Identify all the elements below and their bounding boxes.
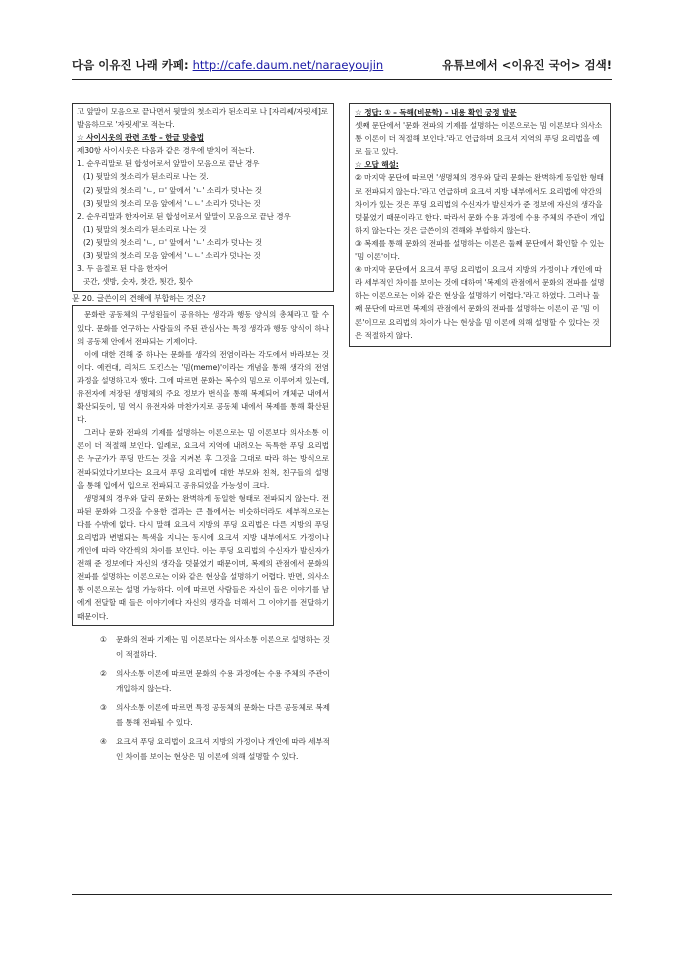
option-text: 의사소통 이론에 따르면 특정 공동체의 문화는 다른 공동체로 복제를 통해 전파될 수 있다. (116, 702, 330, 727)
rule-article: 제30항 사이시옷은 다음과 같은 경우에 받치어 적는다. (77, 146, 255, 156)
spelling-rule-box (72, 103, 334, 292)
option-1[interactable] (100, 632, 334, 662)
cafe-label: 다음 이유진 나래 카페: (72, 58, 193, 72)
left-column (72, 103, 334, 768)
question-title: 문 20. 글쓴이의 견해에 부합하는 것은? (72, 294, 206, 304)
option-number: ③ (100, 702, 107, 712)
answer-body: 셋째 문단에서 '문화 전파의 기제를 설명하는 이론으로는 밈 이론보다 의사소통 이론이 더 적절해 보인다.'라고 언급하며 요크셔 지역의 푸딩 요리법을 예로 들고 있다. (355, 121, 603, 157)
passage-paragraph: 그러나 문화 전파의 기제를 설명하는 이론으로는 밈 이론보다 의사소통 이론이 더 적절해 보인다. 일례로, 요크셔 지역에 내려오는 독특한 푸딩 요리법은 누군가가 푸딩 만드는 것을 지켜본 후 그것을 그대로 따라 하는 방식으로 전파되었다기보다는 요크셔 푸딩 요리법에 대한 부모와 친척, 친구들의 설명을 통해 입에서 입으로 전파되고 공유되었을 가능성이 크다. (77, 428, 329, 490)
option-text: 요크셔 푸딩 요리법이 요크셔 지방의 가정이나 개인에 따라 세부적인 차이를 보이는 현상은 밈 이론에 의해 설명할 수 있다. (116, 736, 330, 761)
option-4[interactable] (100, 734, 334, 764)
rule-line: 2. 순우리말과 한자어로 된 합성어로서 앞말이 모음으로 끝난 경우 (77, 211, 291, 221)
rule-intro: 고 앞말이 모음으로 끝나면서 뒷말의 첫소리가 된소리로 나 [자리쎄/자릿세]로 발음하므로 '자릿세'로 적는다. (77, 107, 328, 130)
passage-paragraph: 이에 대한 견해 중 하나는 문화를 생각의 전염이라는 각도에서 바라보는 것이다. 예컨대, 리처드 도킨스는 '밈(meme)'이라는 개념을 통해 생각의 전염 과정을 설명하고자 했다. 그에 따르면 문화는 복수의 밈으로 이루어져 있는데, 유전자에 저장된 생명체의 주요 정보가 번식을 통해 복제되어 개체군 내에서 확산되듯이, 밈 역시 유전자와 마찬가지로 공동체 내에서 복제를 통해 확산된다. (77, 349, 329, 425)
page-header (72, 54, 612, 76)
right-column (349, 103, 611, 347)
rule-line: 곳간, 셋방, 숫자, 찻간, 툇간, 횟수 (83, 277, 193, 287)
header-divider (72, 79, 612, 80)
wrong-answer-item: ② 마지막 문단에 따르면 '생명체의 경우와 달리 문화는 완벽하게 동일한 형태로 전파되지 않는다.'라고 언급하며 요크셔 지방 내부에서도 요리법에 약간의 차이가 있는 것은 푸딩 요리법의 수신자가 발신자가 준 정보에 자신의 생각을 덧붙였기 때문이라고 한다. 따라서 문화 수용 과정에 수용 주체의 주관이 개입하지 않는다는 것은 글쓴이의 견해와 부합하지 않는다. (355, 173, 605, 235)
rule-line: (2) 뒷말의 첫소리 'ㄴ, ㅁ' 앞에서 'ㄴ' 소리가 덧나는 것 (83, 185, 263, 195)
option-2[interactable] (100, 666, 334, 696)
option-number: ① (100, 634, 107, 644)
reading-passage (72, 305, 334, 625)
rule-heading: ☆ 사이시옷의 관련 조항 – 한글 맞춤법 (77, 133, 204, 143)
cafe-info (72, 57, 383, 73)
rule-line: (3) 뒷말의 첫소리 모음 앞에서 'ㄴㄴ' 소리가 덧나는 것 (83, 198, 261, 208)
rule-line: (1) 뒷말의 첫소리가 된소리로 나는 것. (83, 172, 209, 182)
rule-line: 3. 두 음절로 된 다음 한자어 (77, 264, 168, 274)
answer-heading: ☆ 정답: ① – 독해(비문학) – 내용 확인 궁정 발문 (355, 108, 517, 117)
passage-paragraph: 문화란 공동체의 구성원들이 공유하는 생각과 행동 양식의 총체라고 할 수 있다. 문화를 연구하는 사람들의 주된 관심사는 특정 생각과 행동 양식이 하나의 공동체 안에서 전파되는 기제이다. (77, 310, 329, 346)
youtube-notice: 유튜브에서 <이유진 국어> 검색! (442, 58, 612, 72)
option-number: ④ (100, 736, 107, 746)
option-text: 의사소통 이론에 따르면 문화의 수용 과정에는 수용 주체의 주관이 개입하지 않는다. (116, 668, 330, 693)
wrong-answer-heading: ☆ 오답 해설: (355, 160, 399, 170)
cafe-link[interactable]: http://cafe.daum.net/naraeyoujin (192, 58, 384, 72)
rule-line: (2) 뒷말의 첫소리 'ㄴ, ㅁ' 앞에서 'ㄴ' 소리가 덧나는 것 (83, 237, 263, 247)
option-text: 문화의 전파 기제는 밈 이론보다는 의사소통 이론으로 설명하는 것이 적절하다. (116, 634, 330, 659)
wrong-answer-item: ③ 복제를 통해 문화의 전파를 설명하는 이론은 둘째 문단에서 확인할 수 있는 '밈 이론'이다. (355, 238, 605, 262)
passage-paragraph: 생명체의 경우와 달리 문화는 완벽하게 동일한 형태로 전파되지 않는다. 전파된 문화와 그것을 수용한 결과는 큰 틀에서는 비슷하더라도 세부적으로는 다를 수밖에 없다. 다시 말해 요크셔 지방의 푸딩 요리법은 다른 지방의 푸딩 요리법과 변별되는 특색을 지니는 동시에 요크셔 지방 내부에서도 가정이나 개인에 따라 약간씩의 차이를 보인다. 이는 푸딩 요리법의 수신자가 발신자가 전해 준 정보에다 자신의 생각을 덧붙였기 때문이며, 복제의 관점에서 문화의 전파를 설명하는 이론으로는 이와 같은 현상을 설명하기 어렵다. 반면, 의사소통 이론으로는 설명 가능하다. 이에 따르면 사람들은 자신이 들은 이야기를 남에게 전달할 때 들은 이야기에다 자신의 생각을 더해서 그 이야기를 전달하기 때문이다. (77, 493, 329, 621)
rule-line: (1) 뒷말의 첫소리가 된소리로 나는 것 (83, 224, 207, 234)
option-number: ② (100, 668, 107, 678)
wrong-answer-item: ④ 마지막 문단에서 요크셔 푸딩 요리법이 요크셔 지방의 가정이나 개인에 따라 세부적인 차이를 보이는 것에 대하여 '복제의 관점에서 문화의 전파를 설명하는 이론으로는 이와 같은 현상을 설명하기 어렵다.'라고 하였다. 그러나 둘째 문단에 따르면 복제의 관점에서 문화의 전파를 설명하는 이론이 곧 '밈 이론'이므로 요리법의 차이가 나는 현상을 밈 이론에 의해 설명할 수 있다는 것은 적절하지 않다. (355, 265, 605, 340)
option-3[interactable] (100, 700, 334, 730)
footer-divider (72, 894, 612, 895)
rule-line: 1. 순우리말로 된 합성어로서 앞말이 모음으로 끝난 경우 (77, 159, 260, 169)
answer-explanation-box (349, 103, 611, 347)
answer-options (100, 632, 334, 764)
rule-line: (3) 뒷말의 첫소리 모음 앞에서 'ㄴㄴ' 소리가 덧나는 것 (83, 251, 261, 261)
